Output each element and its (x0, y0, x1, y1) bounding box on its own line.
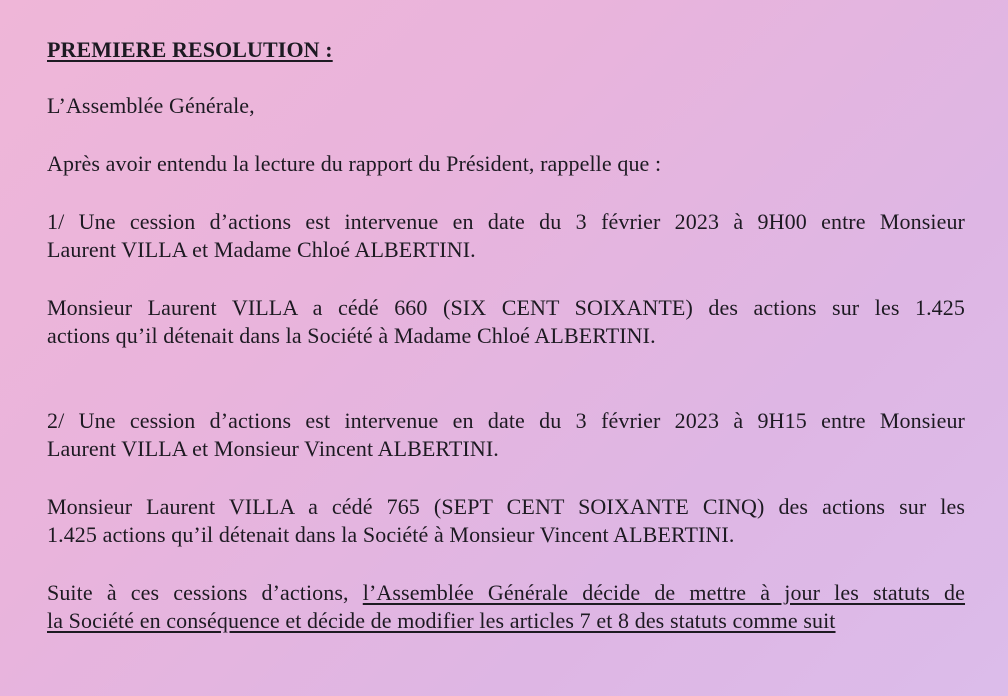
cession-1-paragraph (47, 208, 965, 264)
detail-2-line-1: Monsieur Laurent VILLA a cédé 765 (SEPT CENT SOIXANTE CINQ) des actions sur les (47, 494, 965, 519)
detail-1-line-2: actions qu’il détenait dans la Société à Madame Chloé ALBERTINI. (47, 323, 656, 348)
detail-1-paragraph (47, 294, 965, 350)
conclusion-underlined-1: l’Assemblée Générale décide de mettre à jour les statuts de (362, 580, 966, 605)
detail-2-line-2: 1.425 actions qu’il détenait dans la Société à Monsieur Vincent ALBERTINI. (47, 522, 735, 547)
cession-1-line-2: Laurent VILLA et Madame Chloé ALBERTINI. (47, 237, 476, 262)
conclusion-line-2 (47, 607, 965, 635)
intro-paragraph (47, 150, 965, 178)
cession-2-line-1: 2/ Une cession d’actions est intervenue en date du 3 février 2023 à 9H15 entre Monsieur (47, 408, 965, 433)
salutation-text: L’Assemblée Générale, (47, 93, 255, 118)
conclusion-line-1 (47, 579, 965, 607)
conclusion-paragraph (47, 579, 965, 635)
cession-2-paragraph (47, 407, 965, 463)
conclusion-lead: Suite à ces cessions d’actions, (47, 580, 349, 605)
detail-1-line-1: Monsieur Laurent VILLA a cédé 660 (SIX CENT SOIXANTE) des actions sur les 1.425 (47, 295, 965, 320)
conclusion-underlined-2: la Société en conséquence et décide de modifier les articles 7 et 8 des statuts comme suit (47, 608, 836, 633)
resolution-heading: PREMIERE RESOLUTION : (47, 37, 333, 62)
salutation-paragraph (47, 92, 965, 120)
intro-text: Après avoir entendu la lecture du rapport du Président, rappelle que : (47, 151, 662, 176)
cession-2-line-2: Laurent VILLA et Monsieur Vincent ALBERTINI. (47, 436, 499, 461)
detail-2-paragraph (47, 493, 965, 549)
cession-1-line-1: 1/ Une cession d’actions est intervenue en date du 3 février 2023 à 9H00 entre Monsieur (47, 209, 965, 234)
